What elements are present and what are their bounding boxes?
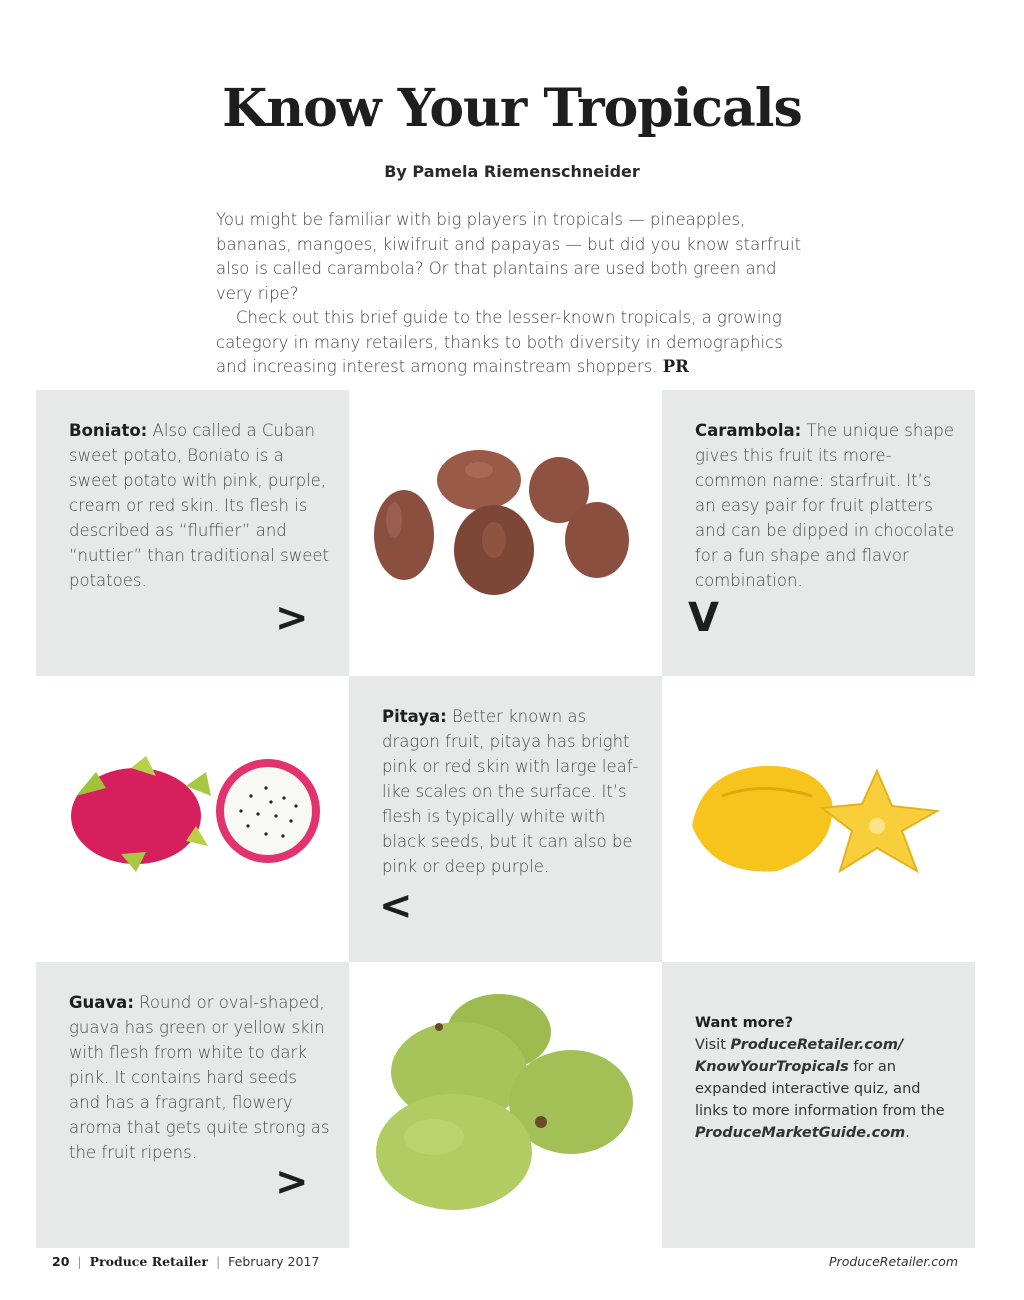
- guava-image: [349, 962, 662, 1248]
- boniato-text: [69, 418, 331, 593]
- guava-name: Guava:: [69, 993, 134, 1012]
- dragonfruit-photo: [36, 676, 349, 962]
- pitaya-panel: [349, 676, 662, 962]
- article-title: Know Your Tropicals: [222, 78, 802, 139]
- boniato-panel: [36, 390, 349, 676]
- produce-market-guide-link[interactable]: ProduceMarketGuide.com: [695, 1125, 906, 1141]
- arrow-down-icon: V: [688, 595, 719, 641]
- pitaya-description: Better known as dragon fruit, pitaya has bright pink or red skin with large leaf-like scales on the surface. It’s flesh is typically white with black seeds, but it can also be pink or deep purple.: [382, 707, 639, 876]
- want-more-heading: Want more?: [695, 1015, 794, 1031]
- footer-site: ProduceRetailer.com: [829, 1254, 958, 1269]
- boniato-description: Also called a Cuban sweet potato, Boniato is a sweet potato with pink, purple, cream or red skin. Its flesh is described as “fluffier” and “nuttier” than traditional sweet potatoes.: [69, 421, 329, 590]
- boniato-photo: [349, 390, 662, 676]
- boniato-name: Boniato:: [69, 421, 148, 440]
- byline: By Pamela Riemenschneider: [384, 162, 640, 181]
- produce-retailer-link[interactable]: ProduceRetailer.com/ KnowYourTropicals: [695, 1037, 904, 1075]
- magazine-name: Produce Retailer: [89, 1254, 208, 1269]
- guava-photo: [349, 962, 662, 1248]
- pitaya-text: [382, 704, 644, 879]
- intro: [216, 208, 816, 380]
- want-more-text: Want more? Visit ProduceRetailer.com/ KnowYourTropicals for an expanded interactive quiz, and links to more information from the ProduceMarketGuide.com.: [695, 1012, 955, 1144]
- boniato-image: [349, 390, 662, 676]
- want-more-panel: [662, 962, 975, 1248]
- carambola-description: The unique shape gives this fruit its more-common name: starfruit. It’s an easy pair for fruit platters and can be dipped in chocolate for a fun shape and flavor combination.: [695, 421, 955, 590]
- arrow-left-icon: <: [379, 883, 413, 929]
- end-mark: PR: [662, 357, 689, 376]
- arrow-right-icon: >: [275, 595, 309, 641]
- page-number: 20: [52, 1254, 70, 1269]
- intro-paragraph-2: Check out this brief guide to the lesser-known tropicals, a growing category in many retailers, thanks to both diversity in demographics and increasing interest among mainstream shoppers. PR: [216, 308, 783, 376]
- carambola-panel: [662, 390, 975, 676]
- footer-left: 20 | Produce Retailer | February 2017: [52, 1254, 320, 1269]
- intro-paragraph-1: You might be familiar with big players in tropicals — pineapples, bananas, mangoes, kiwifruit and papayas — but did you know starfruit also is called carambola? Or that plantains are used both green and very ripe?: [216, 210, 802, 303]
- carambola-image: [662, 676, 975, 962]
- guava-text: [69, 990, 331, 1165]
- starfruit-photo: [662, 676, 975, 962]
- pitaya-name: Pitaya:: [382, 707, 447, 726]
- issue-date: February 2017: [228, 1254, 320, 1269]
- guava-description: Round or oval-shaped, guava has green or yellow skin with flesh from white to dark pink. It contains hard seeds and has a fragrant, flowery aroma that gets quite strong as the fruit ripens.: [69, 993, 330, 1162]
- carambola-name: Carambola:: [695, 421, 802, 440]
- carambola-text: [695, 418, 957, 593]
- guava-panel: [36, 962, 349, 1248]
- arrow-right-icon: >: [275, 1159, 309, 1205]
- pitaya-image: [36, 676, 349, 962]
